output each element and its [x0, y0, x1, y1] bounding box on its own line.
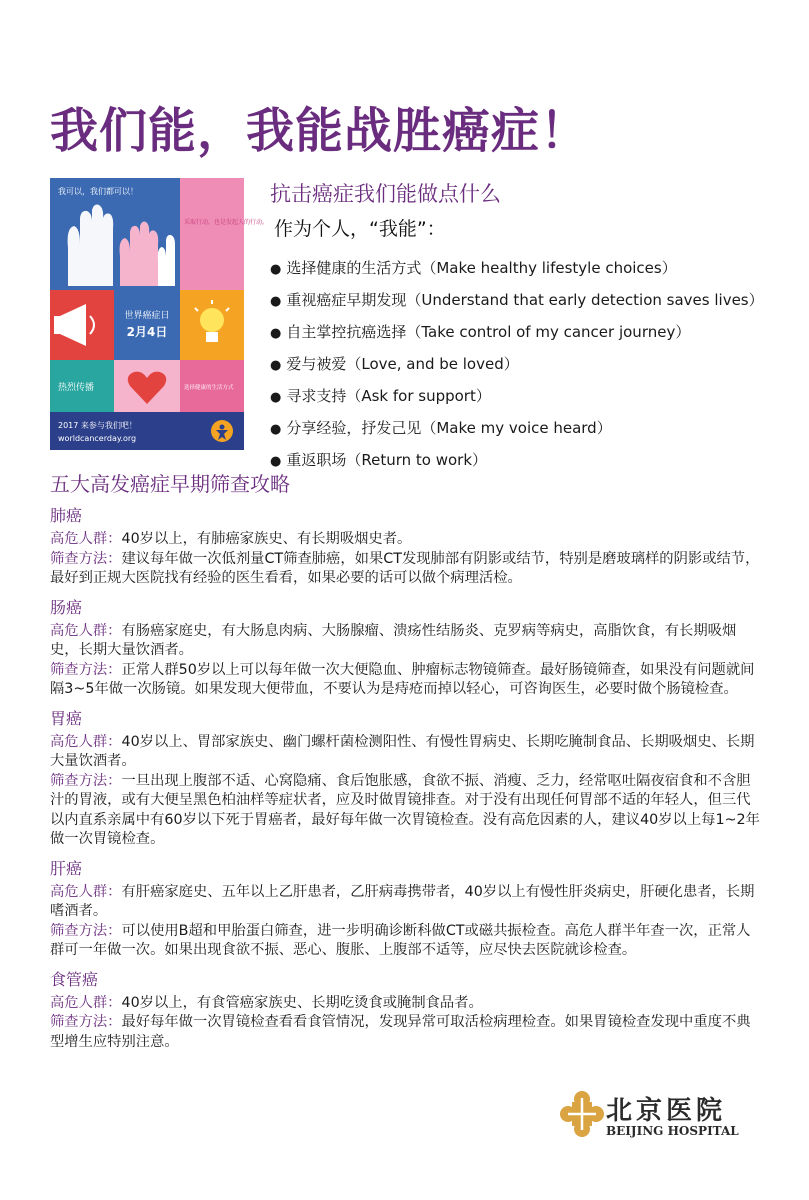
- bullet-icon: ●: [270, 422, 282, 437]
- poster-footer-url: worldcancerday.org: [58, 434, 137, 443]
- poster-spread-label: 热烈传播: [58, 383, 95, 393]
- list-item: ● 爱与被爱（Love, and be loved）: [270, 355, 519, 373]
- beijing-hospital-cross-icon: [560, 1090, 604, 1138]
- cancer-block-liver: [50, 856, 762, 961]
- actions-section: [270, 178, 790, 477]
- cancer-name: 肺癌: [50, 506, 83, 525]
- screening-method: 筛查方法：可以使用B超和甲胎蛋白筛查，进一步明确诊断科做CT或磁共振检查。高危人群半年查一次，正常人群可一年做一次。如果出现食欲不振、恶心、腹胀、上腹部不适等，应尽快去医院就诊检查。: [50, 922, 751, 958]
- world-cancer-day-logo-icon: [211, 420, 233, 442]
- world-cancer-day-poster: [50, 178, 269, 450]
- cancer-block-stomach: [50, 706, 762, 850]
- risk-group: 高危人群：有肠癌家庭史，有大肠息肉病、大肠腺瘤、溃疡性结肠炎、克罗病等病史，高脂饮食，有长期吸烟史，长期大量饮酒者。: [50, 622, 737, 658]
- poster-date-line2: 2月4日: [126, 325, 168, 339]
- screening-guide: [50, 468, 762, 1058]
- list-item: ● 自主掌控抗癌选择（Take control of my cancer journey）: [270, 323, 691, 341]
- bullet-icon: ●: [270, 454, 282, 469]
- screening-method: 筛查方法：最好每年做一次胃镜检查看看食管情况，发现异常可取活检病理检查。如果胃镜检查发现中重度不典型增生应特别注意。: [50, 1014, 751, 1050]
- cancer-block-colorectal: [50, 595, 762, 700]
- screening-method: 筛查方法：建议每年做一次低剂量CT筛查肺癌，如果CT发现肺部有阴影或结节，特别是磨玻璃样的阴影或结节，最好到正规大医院找有经验的医生看看，如果必要的话可以做个病理活检。: [50, 550, 760, 586]
- poster-footer-line1: 2017 来参与我们吧！: [58, 421, 137, 430]
- screening-method: 筛查方法：正常人群50岁以上可以每年做一次大便隐血、肿瘤标志物镜筛查。最好肠镜筛查，如果没有问题就间隔3~5年做一次肠镜。如果发现大便带血，不要认为是痔疮而掉以轻心，可咨询医生，必要时做个肠镜检查。: [50, 661, 755, 697]
- bullet-icon: ●: [270, 326, 282, 341]
- screening-title: 五大高发癌症早期筛查攻略: [50, 472, 290, 496]
- actions-subtitle: 作为个人，“我能”：: [274, 218, 446, 240]
- bullet-icon: ●: [270, 358, 282, 373]
- cancer-block-lung: [50, 503, 762, 589]
- bullet-icon: ●: [270, 390, 282, 405]
- poster-header: 我可以，我们都可以！: [58, 187, 138, 196]
- poster-side-label: 选择健康的生活方式: [184, 385, 234, 391]
- list-item: ● 寻求支持（Ask for support）: [270, 387, 491, 405]
- cancer-name: 肝癌: [50, 858, 83, 878]
- bullet-icon: ●: [270, 294, 282, 309]
- actions-title: 抗击癌症我们能做点什么: [270, 182, 501, 206]
- risk-group: 高危人群：40岁以上，有肺癌家族史、有长期吸烟史者。: [50, 531, 412, 547]
- cancer-name: 胃癌: [50, 708, 83, 728]
- list-item: ● 重视癌症早期发现（Understand that early detection saves lives）: [270, 291, 764, 309]
- bullet-icon: ●: [270, 262, 282, 277]
- hospital-name-cn: 北京医院: [606, 1096, 727, 1126]
- page-title: 我们能，我能战胜癌症！: [50, 103, 590, 159]
- poster-side-note: 采取行动，也是发起人的行动。: [184, 219, 269, 226]
- beijing-hospital-logo: [560, 1088, 750, 1148]
- list-item: ● 重返职场（Return to work）: [270, 451, 488, 469]
- hospital-name-en: BEIJING HOSPITAL: [606, 1124, 739, 1138]
- list-item: ● 选择健康的生活方式（Make healthy lifestyle choices）: [270, 259, 677, 277]
- risk-group: 高危人群：有肝癌家庭史、五年以上乙肝患者，乙肝病毒携带者，40岁以上有慢性肝炎病史，肝硬化患者，长期嗜酒者。: [50, 883, 755, 919]
- cancer-block-esophageal: [50, 967, 762, 1053]
- action-list: [270, 253, 790, 477]
- screening-method: 筛查方法：一旦出现上腹部不适、心窝隐痛、食后饱胀感，食欲不振、消瘦、乏力，经常呕吐隔夜宿食和不含胆汁的胃液，或有大便呈黑色柏油样等症状者，应及时做胃镜排查。对于没有出现任何胃部不适的年轻人，但三代以内直系亲属中有60岁以下死于胃癌者，最好每年做一次胃镜检查。没有高危因素的人，建议40岁以上每1~2年做一次胃镜检查。: [50, 772, 760, 847]
- cancer-name: 食管癌: [50, 969, 99, 989]
- risk-group: 高危人群：40岁以上、胃部家族史、幽门螺杆菌检测阳性、有慢性胃病史、长期吃腌制食品、长期吸烟史、长期大量饮酒者。: [50, 733, 755, 769]
- list-item: ● 分享经验，抒发己见（Make my voice heard）: [270, 419, 612, 437]
- poster-date-line1: 世界癌症日: [124, 311, 170, 321]
- cancer-name: 肠癌: [50, 597, 83, 617]
- risk-group: 高危人群：40岁以上，有食管癌家族史、长期吃烫食或腌制食品者。: [50, 994, 483, 1011]
